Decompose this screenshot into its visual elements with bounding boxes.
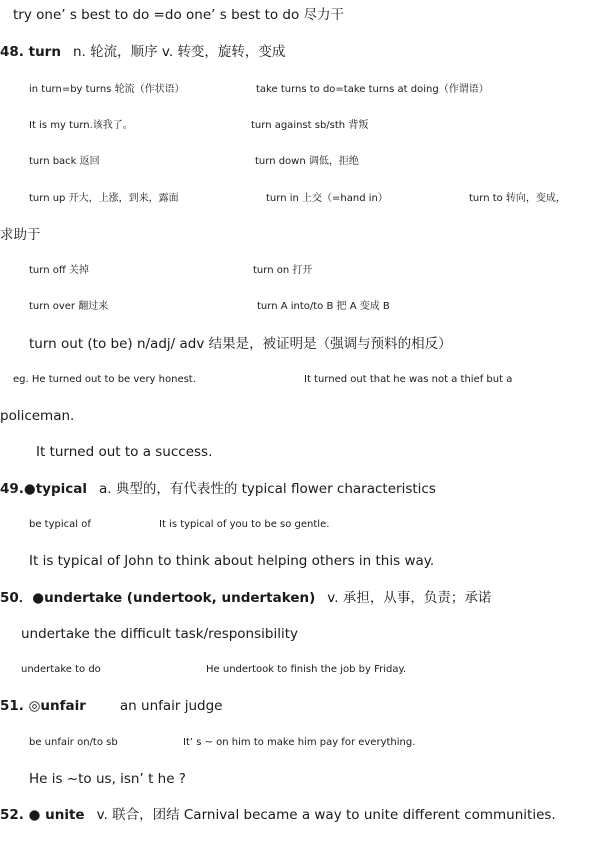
line-15 bbox=[29, 552, 434, 570]
line-14 bbox=[29, 516, 600, 534]
phrase-b: turn down 调低，拒绝 bbox=[255, 156, 359, 167]
line-text: It is typical of John to think about helping others in this way. bbox=[29, 553, 435, 569]
entry-number: 51. ◎unfair bbox=[0, 698, 86, 714]
entry-number: 48. turn bbox=[0, 44, 61, 60]
entry-definition: a. 典型的，有代表性的 typical flower characteristics bbox=[98, 481, 436, 497]
line-text: undertake the difficult task/responsibility bbox=[21, 626, 299, 642]
phrase-b: turn A into/to B 把 A 变成 B bbox=[257, 301, 390, 312]
line-3 bbox=[29, 117, 600, 135]
entry-number: 49.●typical bbox=[0, 481, 87, 497]
phrase-a: turn up 开大，上涨，到来，露面 bbox=[29, 193, 179, 204]
phrase-b: It’ s ~ on him to make him pay for everything. bbox=[183, 737, 416, 748]
entry-definition: n. 轮流，顺序 v. 转变，旋转，变成 bbox=[72, 44, 286, 60]
phrase-a: undertake to do bbox=[21, 664, 101, 675]
phrase-b: It turned out that he was not a thief but a bbox=[304, 374, 513, 385]
line-text: policeman. bbox=[0, 408, 75, 424]
entry-definition: v. 承担，从事，负责；承诺 bbox=[327, 590, 492, 606]
line-20 bbox=[29, 734, 600, 752]
phrase-b: He undertook to finish the job by Friday. bbox=[206, 664, 407, 675]
line-text: It turned out to a success. bbox=[36, 444, 213, 460]
phrase-c: turn to 转向，变成， bbox=[469, 193, 566, 204]
line-5 bbox=[29, 190, 600, 208]
phrase-b: It is typical of you to be so gentle. bbox=[159, 519, 330, 530]
phrase-b: take turns to do=take turns at doing（作谓语） bbox=[256, 84, 489, 95]
entry-definition: v. 联合，团结 Carnival became a way to unite different communities. bbox=[96, 807, 556, 823]
line-17 bbox=[21, 625, 298, 643]
phrase-a: turn off 关掉 bbox=[29, 265, 89, 276]
phrase-b: turn against sb/sth 背叛 bbox=[251, 120, 369, 131]
entry-50-heading bbox=[0, 589, 491, 607]
phrase-a: turn back 返回 bbox=[29, 156, 100, 167]
line-11 bbox=[0, 407, 74, 425]
line-18 bbox=[21, 661, 600, 679]
entry-49-heading bbox=[0, 480, 436, 498]
line-text: He is ~to us, isn’ t he ? bbox=[29, 771, 186, 787]
phrase-a: It is my turn.该我了。 bbox=[29, 120, 133, 131]
entry-52-heading bbox=[0, 806, 556, 824]
phrase-a: eg. He turned out to be very honest. bbox=[13, 374, 196, 385]
line-21 bbox=[29, 770, 186, 788]
entry-48-heading bbox=[0, 43, 285, 61]
line-10 bbox=[13, 371, 600, 389]
line-6 bbox=[0, 226, 41, 244]
phrase-a: be typical of bbox=[29, 519, 91, 530]
line-text: try one’ s best to do =do one’ s best to do 尽力干 bbox=[13, 7, 345, 23]
phrase-a: turn over 翻过来 bbox=[29, 301, 109, 312]
phrase-b: turn on 打开 bbox=[253, 265, 313, 276]
entry-number: 52. ● unite bbox=[0, 807, 85, 823]
line-7 bbox=[29, 262, 600, 280]
line-12 bbox=[36, 443, 212, 461]
line-0 bbox=[13, 6, 344, 24]
line-8 bbox=[29, 298, 600, 316]
entry-definition: an unfair judge bbox=[119, 698, 223, 714]
line-text: turn out (to be) n/adj/ adv 结果是，被证明是（强调与预料的相反） bbox=[29, 336, 452, 352]
line-4 bbox=[29, 153, 600, 171]
entry-number: 50．●undertake (undertook, undertaken) bbox=[0, 590, 316, 606]
phrase-a: be unfair on/to sb bbox=[29, 737, 118, 748]
entry-51-heading bbox=[0, 697, 223, 715]
line-text: 求助于 bbox=[0, 227, 41, 243]
line-2 bbox=[29, 81, 600, 99]
line-9 bbox=[29, 335, 452, 353]
phrase-b: turn in 上交（=hand in） bbox=[266, 193, 388, 204]
phrase-a: in turn=by turns 轮流（作状语） bbox=[29, 84, 185, 95]
